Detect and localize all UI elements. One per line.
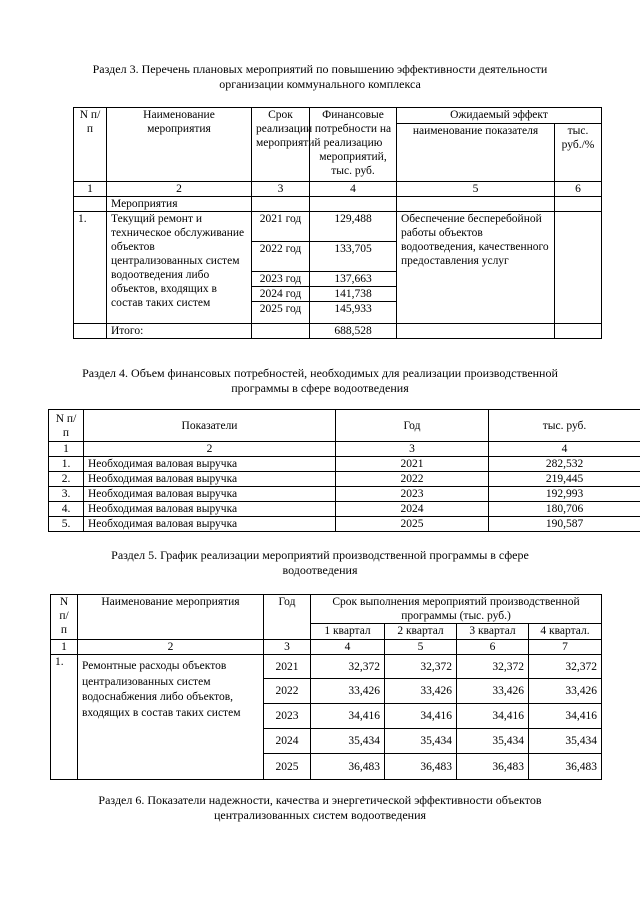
s3-total-value: 688,528 <box>310 324 397 339</box>
s3-col-number: 6 <box>555 182 602 197</box>
section5-table <box>50 594 602 780</box>
s5-row-q3: 34,416 <box>457 704 529 729</box>
table-row <box>49 517 640 532</box>
s4-row-num: 4. <box>49 502 84 517</box>
s4-row-amount: 180,706 <box>489 502 640 517</box>
s5-row-q2: 34,416 <box>385 704 457 729</box>
s5-row-q3: 33,426 <box>457 679 529 704</box>
s5-header-num: N п/ п <box>51 595 78 640</box>
s4-row-amount: 192,993 <box>489 487 640 502</box>
s5-header-q4: 4 квартал. <box>529 624 602 640</box>
section5-title <box>0 548 640 578</box>
s4-row-amount: 219,445 <box>489 472 640 487</box>
s5-col-number: 3 <box>264 640 311 655</box>
s5-row-year: 2022 <box>264 679 311 704</box>
s5-row-q2: 36,483 <box>385 754 457 780</box>
s4-row-num: 2. <box>49 472 84 487</box>
s3-col-number: 1 <box>74 182 107 197</box>
s3-header-name: Наименование мероприятия <box>107 108 252 182</box>
s4-row-name: Необходимая валовая выручка <box>84 457 336 472</box>
s3-year: 2023 год <box>252 272 310 287</box>
s4-row-name: Необходимая валовая выручка <box>84 487 336 502</box>
s4-row-num: 5. <box>49 517 84 532</box>
s3-header-effect: Ожидаемый эффект <box>397 108 602 124</box>
table-row <box>51 655 602 679</box>
s5-row-year: 2024 <box>264 729 311 754</box>
s5-col-number: 2 <box>78 640 264 655</box>
s3-amount: 133,705 <box>310 242 397 272</box>
section5-title-line2: водоотведения <box>282 563 358 577</box>
s5-row-q4: 33,426 <box>529 679 602 704</box>
table-row <box>49 457 640 472</box>
s5-row-q4: 32,372 <box>529 655 602 679</box>
s3-amount: 137,663 <box>310 272 397 287</box>
s4-header-amount: тыс. руб. <box>489 410 640 442</box>
s4-row-name: Необходимая валовая выручка <box>84 502 336 517</box>
s5-col-number: 7 <box>529 640 602 655</box>
s3-col-numbers-row <box>74 182 602 197</box>
s4-header-num: N п/п <box>49 410 84 442</box>
s3-col-number: 5 <box>397 182 555 197</box>
s3-effect-text: Обеспечение бесперебойной работы объектов водоотведения, качественного предоставления услуг <box>397 212 555 324</box>
section6-title <box>0 793 640 823</box>
s5-header-term: Срок выполнения мероприятий производственной программы (тыс. руб.) <box>311 595 602 624</box>
s5-row-q1: 32,372 <box>311 655 385 679</box>
s4-header-year: Год <box>336 410 489 442</box>
s5-row-q3: 35,434 <box>457 729 529 754</box>
s4-header-indicator: Показатели <box>84 410 336 442</box>
section5-title-line1: Раздел 5. График реализации мероприятий производственной программы в сфере <box>111 548 529 562</box>
table-row <box>49 472 640 487</box>
s3-amount: 141,738 <box>310 287 397 302</box>
s3-col-number: 4 <box>310 182 397 197</box>
s5-col-number: 4 <box>311 640 385 655</box>
s3-year: 2025 год <box>252 302 310 324</box>
s5-header-year: Год <box>264 595 311 640</box>
section4-title-line2: программы в сфере водоотведения <box>231 381 409 395</box>
s3-group-label: Мероприятия <box>107 197 252 212</box>
s3-header-term: Срок реализации мероприятий <box>252 108 310 182</box>
section4-title <box>0 366 640 396</box>
s4-col-number: 3 <box>336 442 489 457</box>
table-row <box>49 487 640 502</box>
section3-title <box>0 62 640 92</box>
section6-title-line2: централизованных систем водоотведения <box>213 808 427 822</box>
table-row <box>49 502 640 517</box>
s5-row-q1: 33,426 <box>311 679 385 704</box>
s5-row-q4: 36,483 <box>529 754 602 780</box>
s5-row-q3: 36,483 <box>457 754 529 780</box>
s3-col-number: 3 <box>252 182 310 197</box>
s3-year: 2022 год <box>252 242 310 272</box>
s4-col-number: 4 <box>489 442 640 457</box>
s5-header-q1: 1 квартал <box>311 624 385 640</box>
s3-total-label: Итого: <box>107 324 252 339</box>
s3-col-number: 2 <box>107 182 252 197</box>
section3-title-line1: Раздел 3. Перечень плановых мероприятий по повышению эффективности деятельности <box>92 62 548 76</box>
section3-title-line2: организации коммунального комплекса <box>219 77 421 91</box>
s4-row-year: 2022 <box>336 472 489 487</box>
s4-col-number: 2 <box>84 442 336 457</box>
s4-row-num: 1. <box>49 457 84 472</box>
s3-year: 2021 год <box>252 212 310 242</box>
s3-header-num: N п/п <box>74 108 107 182</box>
s4-col-number: 1 <box>49 442 84 457</box>
s5-row-q4: 34,416 <box>529 704 602 729</box>
s4-row-amount: 190,587 <box>489 517 640 532</box>
s4-row-year: 2023 <box>336 487 489 502</box>
s5-row-q1: 34,416 <box>311 704 385 729</box>
s3-amount: 145,933 <box>310 302 397 324</box>
s5-item-name: Ремонтные расходы объектов централизованных систем водоснабжения либо объектов, входящих в состав таких систем <box>78 655 264 780</box>
s3-item-name: Текущий ремонт и техническое обслуживание объектов централизованных систем водоотведения либо объектов, входящих в состав таких систем <box>107 212 252 324</box>
s5-row-q1: 35,434 <box>311 729 385 754</box>
s5-row-q2: 33,426 <box>385 679 457 704</box>
s5-row-q3: 32,372 <box>457 655 529 679</box>
s4-row-name: Необходимая валовая выручка <box>84 517 336 532</box>
s3-header-indicator: наименование показателя <box>397 124 555 182</box>
s3-header-finance: Финансовые потребности на реализацию мероприятий, тыс. руб. <box>310 108 397 182</box>
s5-col-number: 5 <box>385 640 457 655</box>
s5-row-year: 2023 <box>264 704 311 729</box>
s5-header-q3: 3 квартал <box>457 624 529 640</box>
s5-row-q2: 32,372 <box>385 655 457 679</box>
s4-row-year: 2024 <box>336 502 489 517</box>
section6-title-line1: Раздел 6. Показатели надежности, качества и энергетической эффективности объектов <box>98 793 542 807</box>
s5-row-year: 2021 <box>264 655 311 679</box>
s3-header-unit: тыс. руб./% <box>555 124 602 182</box>
s5-row-q4: 35,434 <box>529 729 602 754</box>
s4-row-year: 2021 <box>336 457 489 472</box>
s5-col-numbers-row <box>51 640 602 655</box>
s3-amount: 129,488 <box>310 212 397 242</box>
s3-year: 2024 год <box>252 287 310 302</box>
s4-row-num: 3. <box>49 487 84 502</box>
table-row <box>74 212 602 242</box>
section3-table <box>73 107 602 339</box>
s5-row-q2: 35,434 <box>385 729 457 754</box>
s5-row-q1: 36,483 <box>311 754 385 780</box>
s3-item-num: 1. <box>74 212 107 324</box>
s5-header-q2: 2 квартал <box>385 624 457 640</box>
s5-col-number: 1 <box>51 640 78 655</box>
s4-row-name: Необходимая валовая выручка <box>84 472 336 487</box>
section4-title-line1: Раздел 4. Объем финансовых потребностей, необходимых для реализации производственной <box>82 366 558 380</box>
s5-item-num: 1. <box>51 655 78 780</box>
s5-header-name: Наименование мероприятия <box>78 595 264 640</box>
s4-row-year: 2025 <box>336 517 489 532</box>
s3-total-row <box>74 324 602 339</box>
section4-table <box>48 409 640 532</box>
s4-col-numbers-row <box>49 442 640 457</box>
s5-row-year: 2025 <box>264 754 311 780</box>
s4-row-amount: 282,532 <box>489 457 640 472</box>
s5-col-number: 6 <box>457 640 529 655</box>
